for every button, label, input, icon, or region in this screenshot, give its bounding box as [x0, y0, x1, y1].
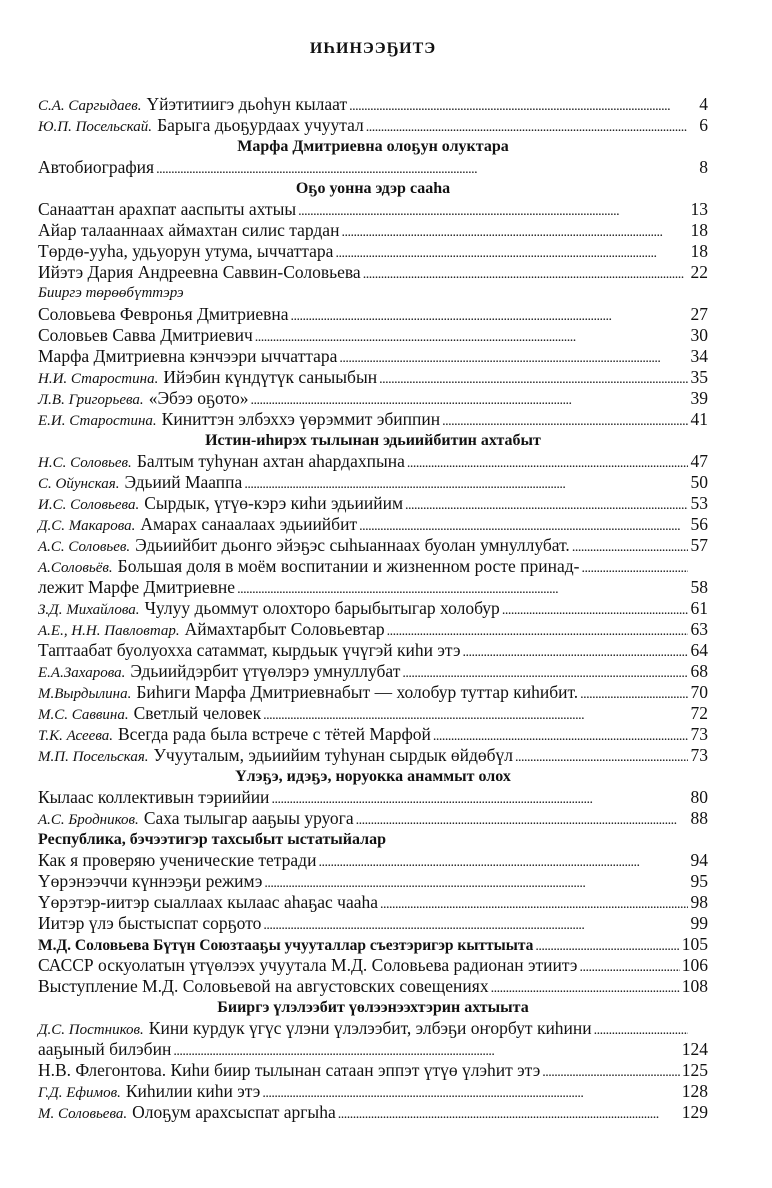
- entry-page: 128: [681, 1081, 708, 1101]
- subheading: Бииргэ төрөөбүттэрэ: [38, 285, 184, 301]
- entry-page: 72: [690, 703, 708, 723]
- entry-page: 22: [690, 262, 708, 282]
- leader-dots: [356, 810, 688, 831]
- entry-text: [38, 325, 253, 346]
- leader-dots: [535, 936, 679, 957]
- section-heading: Республика, бэчээтигэр тахсыбыт ыстатыйалар: [38, 831, 387, 848]
- entry-title: Всегда рада была встрече с тётей Марфой: [117, 724, 431, 744]
- entry-text: [38, 577, 235, 598]
- entry-page: 94: [690, 850, 708, 870]
- entry-page: 57: [690, 535, 708, 555]
- toc-entry[interactable]: [38, 409, 708, 430]
- entry-author: Д.С. Постников.: [38, 1022, 144, 1038]
- toc-entry[interactable]: [38, 514, 708, 535]
- entry-title: Кини курдук үгүс үлэни үлэлээбит, элбэҕи оҥорбут киһини: [148, 1018, 592, 1038]
- leader-dots: [594, 1020, 688, 1041]
- leader-dots: [405, 495, 688, 516]
- toc-entry[interactable]: [38, 955, 708, 976]
- toc-entry[interactable]: [38, 619, 708, 640]
- toc-entry[interactable]: [38, 724, 708, 745]
- entry-page: 88: [690, 808, 708, 828]
- toc-entry[interactable]: [38, 703, 708, 724]
- entry-title: Үөрэнээччи күннээҕи режимэ: [38, 871, 263, 891]
- leader-dots: [271, 789, 688, 810]
- leader-dots: [579, 957, 679, 978]
- toc-entry[interactable]: [38, 1039, 708, 1060]
- entry-page: 63: [690, 619, 708, 639]
- toc-entry[interactable]: [38, 640, 708, 661]
- entry-author: С. Ойунская.: [38, 476, 120, 492]
- toc-entry[interactable]: [38, 472, 708, 493]
- entry-text: [38, 808, 354, 831]
- toc-entry[interactable]: [38, 535, 708, 556]
- entry-page: 129: [681, 1102, 708, 1122]
- entry-page: 18: [690, 241, 708, 261]
- entry-page: 50: [690, 472, 708, 492]
- entry-author: Е.А.Захарова.: [38, 665, 126, 681]
- entry-text: [38, 935, 533, 956]
- entry-text: [38, 703, 261, 726]
- entry-title: Большая доля в моём воспитании и жизненном росте принад-: [117, 556, 580, 576]
- entry-text: [38, 493, 403, 516]
- toc-entry[interactable]: [38, 556, 708, 577]
- leader-dots: [380, 894, 688, 915]
- entry-page: 95: [690, 871, 708, 891]
- entry-title: САССР оскуолатын үтүөлээх учуутала М.Д. Соловьева радионан этиитэ: [38, 955, 578, 975]
- entry-title: Соловьев Савва Дмитриевич: [38, 325, 253, 345]
- entry-page: 108: [681, 976, 708, 996]
- entry-title: Олоҕум арахсыспат аргыһа: [132, 1102, 336, 1122]
- leader-dots: [251, 390, 689, 411]
- entry-title: Чулуу дьоммут олохторо барыбытыгар холобур: [144, 598, 500, 618]
- entry-page: 106: [681, 955, 708, 975]
- entry-page: 53: [690, 493, 708, 513]
- entry-title: М.Д. Соловьева Бүтүн Союзтааҕы учууталлар съезтэригэр кыттыыта: [38, 937, 534, 954]
- leader-dots: [379, 369, 688, 390]
- section-heading: Истин-иһирэх тылынан эдьиийбитин ахтабыт: [205, 432, 541, 449]
- entry-title: «Эбээ оҕото»: [148, 388, 249, 408]
- entry-author: И.С. Соловьева.: [38, 497, 140, 513]
- entry-page: 13: [690, 199, 708, 219]
- entry-author: А.Соловьёв.: [38, 560, 113, 576]
- leader-dots: [263, 705, 688, 726]
- entry-page: 56: [690, 514, 708, 534]
- entry-author: Е.И. Старостина.: [38, 413, 157, 429]
- entry-page: 39: [690, 388, 708, 408]
- entry-text: [38, 1039, 171, 1060]
- section-heading: Үлэҕэ, идэҕэ, норуокка анаммыт олох: [235, 768, 511, 785]
- toc-entry[interactable]: [38, 1018, 708, 1039]
- entry-author: Н.И. Старостина.: [38, 371, 159, 387]
- entry-text: [38, 661, 400, 684]
- entry-page: 8: [699, 157, 708, 177]
- toc-entry[interactable]: [38, 241, 708, 262]
- leader-dots: [349, 96, 688, 117]
- entry-title: Таптаабат буолуохха сатаммат, кырдьык үчүгэй киһи этэ: [38, 640, 461, 660]
- entry-page: 99: [690, 913, 708, 933]
- entry-title: Барыга дьоҕурдаах учуутал: [157, 115, 364, 135]
- leader-dots: [298, 201, 688, 222]
- leader-dots: [255, 327, 688, 348]
- leader-dots: [262, 1083, 679, 1104]
- entry-text: [38, 1018, 592, 1041]
- leader-dots: [572, 537, 688, 558]
- toc-entry[interactable]: [38, 367, 708, 388]
- entry-author: М.П. Посельская.: [38, 749, 149, 765]
- entry-page: 98: [690, 892, 708, 912]
- entry-title: Кылаас коллективын тэриийии: [38, 787, 270, 807]
- toc-entry[interactable]: [38, 934, 708, 955]
- entry-text: [38, 892, 378, 913]
- leader-dots: [433, 726, 688, 747]
- entry-author: Ю.П. Посельскай.: [38, 119, 153, 135]
- leader-dots: [318, 852, 688, 873]
- entry-title: Аймахтарбыт Соловьевтар: [184, 619, 385, 639]
- entry-text: [38, 745, 513, 768]
- entry-page: 61: [690, 598, 708, 618]
- entry-page: 58: [690, 577, 708, 597]
- toc-entry[interactable]: [38, 1081, 708, 1102]
- entry-title: Саха тылыгар ааҕыы уруога: [143, 808, 354, 828]
- entry-title: Выступление М.Д. Соловьевой на августовских совещениях: [38, 976, 489, 996]
- leader-dots: [244, 474, 688, 495]
- entry-page: 6: [699, 115, 708, 135]
- entry-text: [38, 472, 242, 495]
- entry-author: А.Е., Н.Н. Павловтар.: [38, 623, 180, 639]
- leader-dots: [462, 642, 688, 663]
- entry-author: Т.К. Асеева.: [38, 728, 113, 744]
- entry-text: [38, 409, 440, 432]
- toc-entry[interactable]: [38, 745, 708, 766]
- leader-dots: [341, 222, 688, 243]
- toc-entry[interactable]: [38, 220, 708, 241]
- entry-text: [38, 1081, 260, 1104]
- entry-title: Үөрэтэр-иитэр сыаллаах кылаас аһаҕас чааһа: [38, 892, 379, 912]
- entry-page: 30: [690, 325, 708, 345]
- leader-dots: [363, 264, 688, 285]
- entry-title: ааҕыный билэбин: [38, 1039, 172, 1059]
- entry-text: [38, 1060, 540, 1081]
- toc-entry[interactable]: [38, 1102, 708, 1123]
- entry-text: [38, 871, 262, 892]
- entry-page: 73: [690, 724, 708, 744]
- toc-entry[interactable]: [38, 346, 708, 367]
- entry-title: Киһилии киһи этэ: [125, 1081, 261, 1101]
- toc-entry[interactable]: [38, 661, 708, 682]
- entry-page: 80: [690, 787, 708, 807]
- leader-dots: [402, 663, 688, 684]
- entry-text: [38, 598, 500, 621]
- entry-title: Айар талааннаах аймахтан силис тардан: [38, 220, 340, 240]
- entry-page: 41: [690, 409, 708, 429]
- entry-text: [38, 514, 357, 537]
- leader-dots: [581, 558, 688, 579]
- entry-text: [38, 94, 347, 117]
- toc-entry[interactable]: [38, 682, 708, 703]
- leader-dots: [387, 621, 688, 642]
- leader-dots: [580, 684, 688, 705]
- leader-dots: [173, 1041, 679, 1062]
- leader-dots: [237, 579, 688, 600]
- entry-title: Эдьиийбит дьонго эйэҕэс сыһыаннаах буолан умнуллубат.: [135, 535, 570, 555]
- entry-text: [38, 304, 289, 325]
- toc-entry[interactable]: [38, 976, 708, 997]
- entry-author: С.А. Саргыдаев.: [38, 98, 142, 114]
- leader-dots: [335, 243, 688, 264]
- entry-author: М.Вырдылина.: [38, 686, 132, 702]
- entry-page: 64: [690, 640, 708, 660]
- entry-text: [38, 850, 316, 871]
- leader-dots: [263, 915, 688, 936]
- toc-entry[interactable]: [38, 262, 708, 283]
- entry-title: Балтым туһунан ахтан аһардахпына: [136, 451, 405, 471]
- table-of-contents: [38, 94, 708, 1123]
- entry-page: 35: [690, 367, 708, 387]
- leader-dots: [491, 978, 680, 999]
- toc-entry[interactable]: [38, 850, 708, 871]
- toc-entry[interactable]: [38, 913, 708, 934]
- toc-entry[interactable]: [38, 325, 708, 346]
- leader-dots: [502, 600, 688, 621]
- entry-page: 124: [681, 1039, 708, 1059]
- leader-dots: [156, 159, 688, 180]
- leader-dots: [264, 873, 688, 894]
- entry-text: [38, 262, 361, 283]
- entry-title: Биһиги Марфа Дмитриевнабыт — холобур туттар киһибит.: [136, 682, 579, 702]
- toc-entry[interactable]: [38, 808, 708, 829]
- entry-page: 105: [681, 934, 708, 954]
- entry-title: Санааттан арахпат ааспыты ахтыы: [38, 199, 297, 219]
- toc-entry[interactable]: [38, 115, 708, 136]
- entry-author: Г.Д. Ефимов.: [38, 1085, 121, 1101]
- entry-text: [38, 451, 405, 474]
- leader-dots: [291, 306, 688, 327]
- entry-page: 4: [699, 94, 708, 114]
- entry-title: Марфа Дмитриевна кэнчээри ыччаттара: [38, 346, 338, 366]
- entry-author: Н.С. Соловьев.: [38, 455, 132, 471]
- entry-author: Д.С. Макарова.: [38, 518, 136, 534]
- toc-entry[interactable]: [38, 1060, 708, 1081]
- entry-text: [38, 724, 431, 747]
- entry-text: [38, 199, 296, 220]
- entry-text: [38, 535, 570, 558]
- entry-title: Ийэтэ Дария Андреевна Саввин-Соловьева: [38, 262, 361, 282]
- toc-entry[interactable]: [38, 304, 708, 325]
- toc-entry[interactable]: [38, 598, 708, 619]
- leader-dots: [339, 348, 688, 369]
- entry-author: З.Д. Михайлова.: [38, 602, 140, 618]
- leader-dots: [366, 117, 688, 138]
- entry-text: [38, 115, 364, 138]
- toc-entry[interactable]: [38, 199, 708, 220]
- toc-entry[interactable]: [38, 892, 708, 913]
- entry-title: Амарах санаалаах эдьиийбит: [140, 514, 358, 534]
- entry-text: [38, 220, 339, 241]
- toc-entry[interactable]: [38, 577, 708, 598]
- entry-text: [38, 241, 333, 262]
- entry-title: Светлый человек: [133, 703, 262, 723]
- entry-page: 27: [690, 304, 708, 324]
- toc-entry[interactable]: [38, 493, 708, 514]
- toc-entry[interactable]: [38, 94, 708, 115]
- leader-dots: [542, 1062, 680, 1083]
- entry-title: Автобиография: [38, 157, 155, 177]
- leader-dots: [442, 411, 688, 432]
- entry-text: [38, 388, 249, 411]
- entry-title: Н.В. Флегонтова. Киһи биир тылынан сатаан эппэт үтүө үлэһит этэ: [38, 1060, 541, 1080]
- entry-title: Ийэбин күндүтүк саныыбын: [163, 367, 378, 387]
- entry-page: 18: [690, 220, 708, 240]
- entry-text: [38, 367, 377, 390]
- leader-dots: [338, 1104, 680, 1125]
- entry-text: [38, 787, 269, 808]
- entry-text: [38, 682, 578, 705]
- toc-entry[interactable]: [38, 451, 708, 472]
- entry-title: Үйэтитиигэ дьоһун кылаат: [146, 94, 348, 114]
- entry-title: Киниттэн элбэххэ үөрэммит эбиппин: [161, 409, 441, 429]
- entry-text: [38, 913, 261, 934]
- entry-page: 47: [690, 451, 708, 471]
- entry-page: 70: [690, 682, 708, 702]
- entry-title: Төрдө-ууһа, удьуорун утума, ыччаттара: [38, 241, 334, 261]
- entry-author: М. Соловьева.: [38, 1106, 128, 1122]
- toc-page: [38, 40, 708, 1123]
- entry-text: [38, 976, 489, 997]
- entry-page: 34: [690, 346, 708, 366]
- entry-text: [38, 1102, 336, 1125]
- entry-author: М.С. Саввина.: [38, 707, 129, 723]
- toc-entry[interactable]: [38, 871, 708, 892]
- entry-title: Эдьиий Мааппа: [124, 472, 243, 492]
- section-heading: Марфа Дмитриевна олоҕун олуктара: [237, 138, 509, 155]
- entry-author: А.С. Соловьев.: [38, 539, 131, 555]
- entry-title: Как я проверяю ученические тетради: [38, 850, 317, 870]
- entry-text: [38, 640, 460, 661]
- entry-author: Л.В. Григорьева.: [38, 392, 144, 408]
- entry-author: А.С. Бродников.: [38, 812, 139, 828]
- entry-text: [38, 346, 337, 367]
- entry-title: Соловьева Февронья Дмитриевна: [38, 304, 289, 324]
- leader-dots: [407, 453, 688, 474]
- leader-dots: [359, 516, 688, 537]
- toc-entry[interactable]: [38, 787, 708, 808]
- entry-title: Иитэр үлэ быстыспат сорҕото: [38, 913, 262, 933]
- entry-text: [38, 955, 577, 976]
- entry-title: Эдьиийдэрбит үтүөлэрэ умнуллубат: [130, 661, 401, 681]
- section-heading: Оҕо уонна эдэр сааһа: [295, 180, 451, 197]
- leader-dots: [515, 747, 688, 768]
- entry-page: 73: [690, 745, 708, 765]
- entry-title: лежит Марфе Дмитриевне: [38, 577, 236, 597]
- entry-title: Сырдык, үтүө-кэрэ киһи эдьиийим: [144, 493, 404, 513]
- toc-entry[interactable]: [38, 388, 708, 409]
- page-title: ИҺИНЭЭҔИТЭ: [309, 40, 437, 57]
- entry-text: [38, 157, 154, 178]
- entry-text: [38, 556, 579, 579]
- entry-page: 68: [690, 661, 708, 681]
- entry-page: 125: [681, 1060, 708, 1080]
- toc-entry[interactable]: [38, 157, 708, 178]
- section-heading: Бииргэ үлэлээбит үөлээнээхтэрин ахтыыта: [217, 999, 529, 1016]
- entry-text: [38, 619, 385, 642]
- entry-title: Учууталым, эдьиийим туһунан сырдык өйдөбүл: [153, 745, 514, 765]
